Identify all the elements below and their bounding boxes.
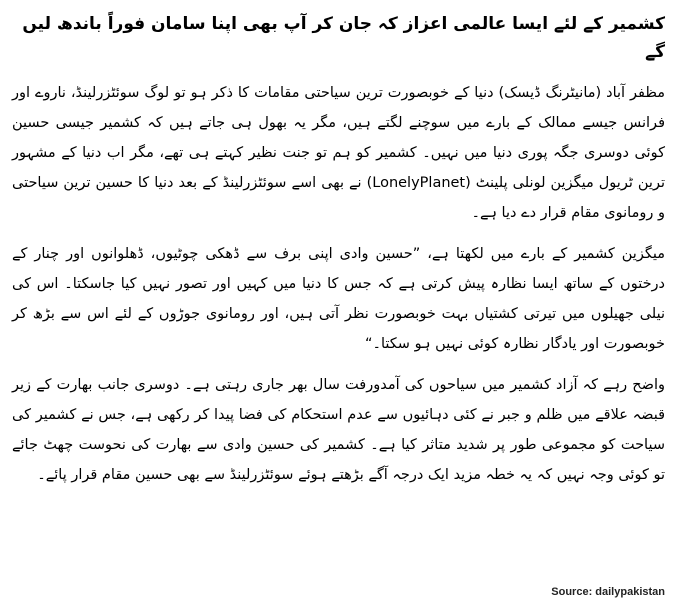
article-headline: کشمیر کے لئے ایسا عالمی اعزاز کہ جان کر آپ بھی اپنا سامان فوراً باندھ لیں گے [22,14,665,62]
article-paragraph: واضح رہے کہ آزاد کشمیر میں سیاحوں کی آمدورفت سال بھر جاری رہتی ہے۔ دوسری جانب بھارت کے زیر قبضہ علاقے میں ظلم و جبر نے کئی دہائیوں سے عدم استحکام کی فضا پیدا کر رکھی ہے، جس نے کشمیر کی سیاحت کو مجموعی طور پر شدید متاثر کیا ہے۔ کشمیر کی حسین وادی سے بھارت کی نحوست چھٹ جائے تو کوئی وجہ نہیں کہ یہ خطہ مزید ایک درجہ آگے بڑھتے ہوئے سوئٹزرلینڈ سے بھی حسین مقام قرار پائے۔ [12,377,665,483]
source-credit: Source: dailypakistan [551,586,665,598]
article-paragraph: مظفر آباد (مانیٹرنگ ڈیسک) دنیا کے خوبصورت ترین سیاحتی مقامات کا ذکر ہو تو لوگ سوئٹزرلینڈ، ناروے اور فرانس جیسے ممالک کے بارے میں سوچنے لگتے ہیں، مگر یہ بھول ہی جاتے ہیں کہ کشمیر جیسی حسین کوئی دوسری جگہ پوری دنیا میں نہیں۔ کشمیر کو ہم تو جنت نظیر کہتے ہی تھے، مگر اب دنیا کے مشہور ترین ٹریول میگزین لونلی پلینٹ (LonelyPlanet) نے بھی اسے سوئٹزرلینڈ کے بعد دنیا کا حسین ترین سیاحتی و رومانوی مقام قرار دے دیا ہے۔ [12,85,666,221]
article-paragraph: میگزین کشمیر کے بارے میں لکھتا ہے، ”حسین وادی اپنی برف سے ڈھکی چوٹیوں، ڈھلوانوں اور چنار کے درختوں کے ساتھ ایسا نظارہ پیش کرتی ہے کہ جس کا دنیا میں کہیں اور تصور نہیں کیا جاسکتا۔ اس کی نیلی جھیلوں میں تیرتی کشتیاں بہت خوبصورت نظر آتی ہیں، اور رومانوی جوڑوں کے لئے اس سے بڑھ کر خوبصورت اور یادگار نظارہ کوئی نہیں ہو سکتا۔“ [12,246,665,352]
